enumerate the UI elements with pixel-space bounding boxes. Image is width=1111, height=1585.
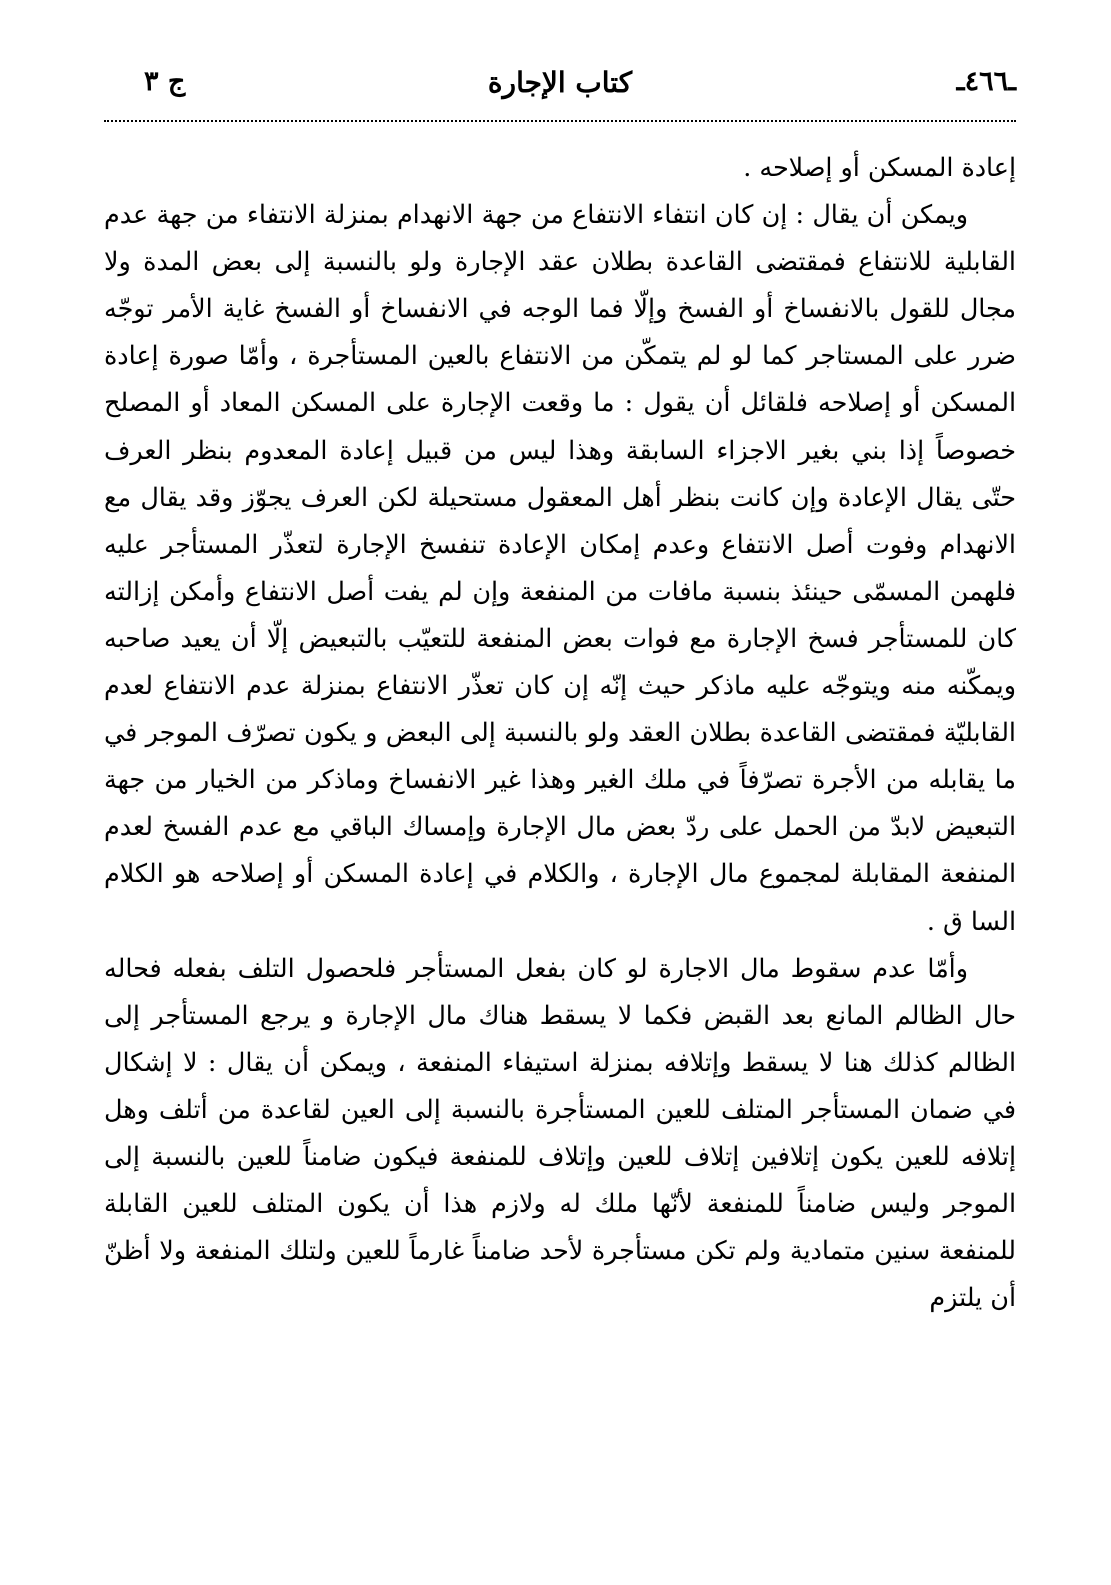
volume-label: ج ٣ [144,66,186,97]
paragraph: وأمّا عدم سقوط مال الاجارة لو كان بفعل المستأجر فلحصول التلف بفعله فحاله حال الظالم المانع بعد القبض فكما لا يسقط هناك مال الإجارة و يرجع المستأجر إلى الظالم كذلك هنا لا يسقط وإتلافه بمنزلة استيفاء المنفعة ، ويمكن أن يقال : لا إشكال في ضمان المستأجر المتلف للعين المستأجرة بالنسبة إلى العين لقاعدة من أتلف وهل إتلافه للعين يكون إتلافين إتلاف للعين وإتلاف للمنفعة فيكون ضامناً للعين بالنسبة إلى الموجر وليس ضامناً للمنفعة لأنّها ملك له ولازم هذا أن يكون المتلف للعين القابلة للمنفعة سنين متمادية ولم تكن مستأجرة لأحد ضامناً غارماً للعين ولتلك المنفعة ولا أظنّ أن يلتزم [104,952,1016,1313]
paragraph: إعادة المسكن أو إصلاحه . [743,152,1016,182]
page-number: ـ٤٦٦ـ [956,66,1016,97]
header-divider [104,120,1016,122]
book-title: كتاب الإجارة [487,66,633,99]
book-page [104,62,1016,1562]
page-header [104,62,1016,108]
paragraph: ويمكن أن يقال : إن كان انتفاء الانتفاع من جهة الانهدام بمنزلة الانتفاء من جهة عدم القابلية للانتفاع فمقتضى القاعدة بطلان عقد الإجارة ولو بالنسبة إلى بعض المدة ولا مجال للقول بالانفساخ أو الفسخ وإلّا فما الوجه في الانفساخ أو الفسخ غاية الأمر توجّه ضرر على المستاجر كما لو لم يتمكّن من الانتفاع بالعين المستأجرة ، وأمّا صورة إعادة المسكن أو إصلاحه فلقائل أن يقول : ما وقعت الإجارة على المسكن المعاد أو المصلح خصوصاً إذا بني بغير الاجزاء السابقة وهذا ليس من قبيل إعادة المعدوم بنظر العرف حتّى يقال الإعادة وإن كانت بنظر أهل المعقول مستحيلة لكن العرف يجوّز وقد يقال مع الانهدام وفوت أصل الانتفاع وعدم إمكان الإعادة تنفسخ الإجارة لتعذّر المستأجر عليه فلهمن المسمّى حينئذ بنسبة مافات من المنفعة وإن لم يفت أصل الانتفاع وأمكن إزالته كان للمستأجر فسخ الإجارة مع فوات بعض المنفعة للتعيّب بالتبعيض إلّا أن يعيد صاحبه ويمكّنه منه ويتوجّه عليه ماذكر حيث إنّه إن كان تعذّر الانتفاع بمنزلة عدم الانتفاع لعدم القابليّة فمقتضى القاعدة بطلان العقد ولو بالنسبة إلى البعض و يكون تصرّف الموجر في ما يقابله من الأجرة تصرّفاً في ملك الغير وهذا غير الانفساخ وماذكر من الخيار من جهة التبعيض لابدّ من الحمل على ردّ بعض مال الإجارة وإمساك الباقي مع عدم الفسخ لعدم المنفعة المقابلة لمجموع مال الإجارة ، والكلام في إعادة المسكن أو إصلاحه هو الكلام السا ق . [104,199,1016,936]
body-text [104,144,1016,1321]
